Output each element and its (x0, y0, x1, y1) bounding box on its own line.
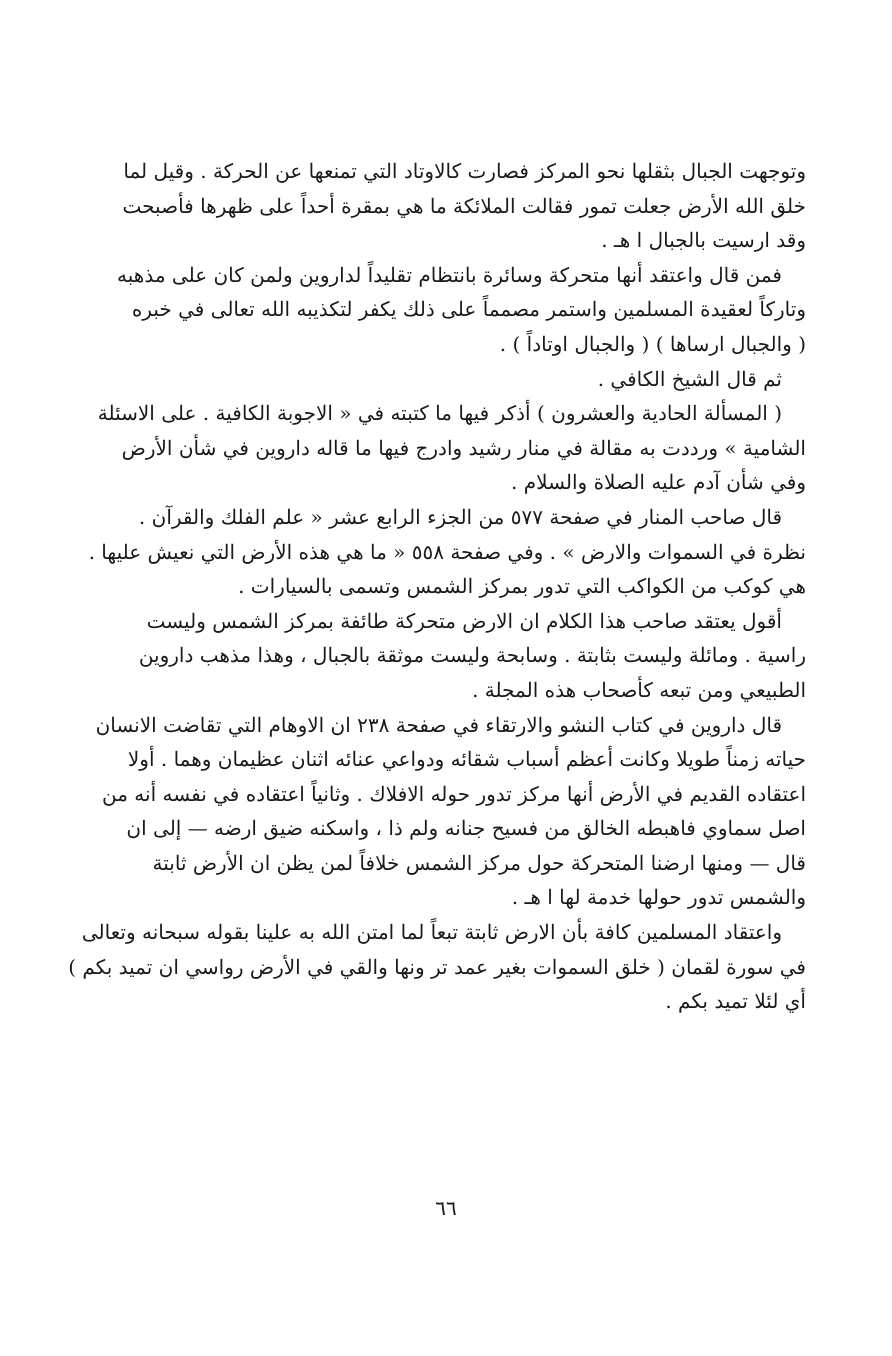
body-text (48, 154, 806, 1019)
text-line: راسية . ومائلة وليست بثابتة . وسابحة وليست موثقة بالجبال ، وهذا مذهب داروين (138, 643, 806, 668)
paragraph (48, 915, 806, 1019)
paragraph (48, 362, 806, 397)
text-line: أقول يعتقد صاحب هذا الكلام ان الارض متحركة طائفة بمركز الشمس وليست (146, 608, 782, 633)
paragraph (48, 708, 806, 916)
text-line: وتوجهت الجبال بثقلها نحو المركز فصارت كالاوتاد التي تمنعها عن الحركة . وقيل لما (123, 159, 806, 183)
text-line: ( المسألة الحادية والعشرون ) أذكر فيها ما كتبته في « الاجوبة الكافية . على الاسئلة (97, 401, 782, 426)
text-line: واعتقاد المسلمين كافة بأن الارض ثابتة تبعاً لما امتن الله به علينا بقوله سبحانه وتعالى (81, 920, 782, 945)
paragraph (48, 154, 806, 258)
text-line: قال صاحب المنار في صفحة ٥٧٧ من الجزء الرابع عشر « علم الفلك والقرآن . (138, 504, 782, 529)
page-number: ٦٦ (435, 1196, 457, 1220)
paragraph (48, 604, 806, 708)
text-line: هي كوكب من الكواكب التي تدور بمركز الشمس وتسمى بالسيارات . (238, 574, 806, 599)
text-line: خلق الله الأرض جعلت تمور فقالت الملائكة ما هي بمقرة أحداً على ظهرها فأصبحت (122, 193, 806, 218)
text-line: وفي شأن آدم عليه الصلاة والسلام . (511, 470, 806, 495)
text-line: اصل سماوي فاهبطه الخالق من فسيح جنانه ولم ذا ، واسكنه ضيق ارضه — إلى ان (126, 816, 806, 841)
text-line: فمن قال واعتقد أنها متحركة وسائرة بانتظام تقليداً لداروين ولمن كان على مذهبه (117, 262, 782, 287)
paragraph (48, 396, 806, 500)
paragraph (48, 500, 806, 604)
text-line: وتاركاً لعقيدة المسلمين واستمر مصمماً على ذلك يكفر لتكذيبه الله تعالى في خبره (131, 297, 806, 322)
text-line: نظرة في السموات والارض » . وفي صفحة ٥٥٨ « ما هي هذه الأرض التي نعيش عليها . (88, 539, 806, 564)
text-line: الطبيعي ومن تبعه كأصحاب هذه المجلة . (472, 677, 806, 702)
text-line: ثم قال الشيخ الكافي . (597, 366, 782, 391)
text-line: وقد ارسيت بالجبال ا هـ . (601, 228, 806, 253)
text-line: أي لئلا تميد بكم . (665, 989, 806, 1014)
text-line: الشامية » ورددت به مقالة في منار رشيد وادرج فيها ما قاله داروين في شأن الأرض (121, 435, 806, 460)
text-line: قال داروين في كتاب النشو والارتقاء في صفحة ٢٣٨ ان الاوهام التي تقاضت الانسان (95, 712, 782, 737)
text-line: اعتقاده القديم في الأرض أنها مركز تدور حوله الافلاك . وثانياً اعتقاده في نفسه أنه من (102, 781, 806, 806)
text-line: قال — ومنها ارضنا المتحركة حول مركز الشمس خلافاً لمن يظن ان الأرض ثابتة (152, 850, 806, 875)
paragraph (48, 258, 806, 362)
text-line: ( والجبال ارساها ) ( والجبال اوتاداً ) . (499, 331, 806, 356)
text-line: في سورة لقمان ( خلق السموات بغير عمد تر ونها والقي في الأرض رواسي ان تميد بكم ) (68, 954, 806, 979)
text-line: والشمس تدور حولها خدمة لها ا هـ . (511, 885, 806, 910)
text-line: حياته زمناً طويلا وكانت أعظم أسباب شقائه ودواعي عنائه اثنان عظيمان وهما . أولا (127, 747, 806, 772)
